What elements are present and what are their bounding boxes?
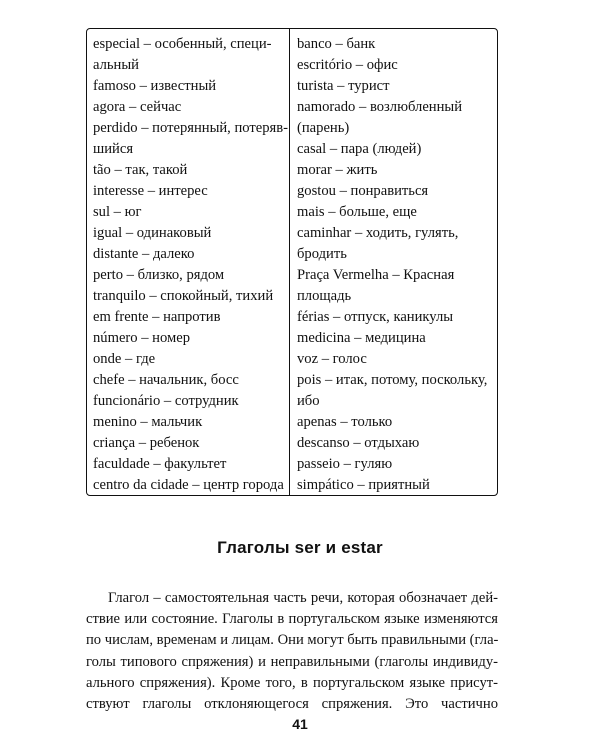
vocab-line: ибо bbox=[297, 393, 320, 409]
vocab-line: gostou – понравиться bbox=[297, 183, 429, 199]
vocab-line: especial – особенный, специ- bbox=[93, 36, 272, 52]
paragraph-line: ствие или состояние. Глаголы в португальском языке изменяются bbox=[86, 611, 498, 628]
vocab-line: igual – одинаковый bbox=[93, 225, 212, 241]
vocabulary-column-right bbox=[290, 29, 497, 495]
vocab-line: agora – сейчас bbox=[93, 99, 182, 115]
vocab-line: banco – банк bbox=[297, 36, 376, 52]
vocab-line: voz – голос bbox=[297, 351, 367, 367]
vocab-line: medicina – медицина bbox=[297, 330, 426, 346]
vocab-line: chefe – начальник, босс bbox=[93, 372, 239, 388]
vocab-line: шийся bbox=[93, 141, 134, 157]
vocab-line: namorado – возлюбленный bbox=[297, 99, 463, 115]
vocab-line: caminhar – ходить, гулять, bbox=[297, 225, 459, 241]
vocabulary-column-left bbox=[87, 29, 290, 495]
vocab-line: menino – мальчик bbox=[93, 414, 203, 430]
vocab-line: morar – жить bbox=[297, 162, 378, 178]
vocab-line: площадь bbox=[297, 288, 352, 304]
vocab-line: faculdade – факультет bbox=[93, 456, 227, 472]
vocab-line: mais – больше, еще bbox=[297, 204, 417, 220]
vocab-line: tão – так, такой bbox=[93, 162, 188, 178]
vocab-line: simpático – приятный bbox=[297, 477, 430, 493]
vocab-line: onde – где bbox=[93, 351, 156, 367]
paragraph-line: ствуют глаголы отклоняющегося спряжения. Это частично bbox=[86, 696, 498, 713]
vocab-line: férias – отпуск, каникулы bbox=[297, 309, 454, 325]
vocab-line: distante – далеко bbox=[93, 246, 195, 262]
vocab-line: descanso – отдыхаю bbox=[297, 435, 420, 451]
vocab-line: Praça Vermelha – Красная bbox=[297, 267, 455, 283]
paragraph-line: по числам, временам и лицам. Они могут быть правильными (гла- bbox=[86, 632, 499, 649]
vocab-line: альный bbox=[93, 57, 139, 73]
vocab-line: escritório – офис bbox=[297, 57, 398, 73]
vocab-line: centro da cidade – центр города bbox=[93, 477, 284, 493]
body-paragraph bbox=[86, 588, 498, 715]
vocab-line: perdido – потерянный, потеряв- bbox=[93, 120, 289, 136]
vocab-line: tranquilo – спокойный, тихий bbox=[93, 288, 274, 304]
vocab-line: funcionário – сотрудник bbox=[93, 393, 239, 409]
paragraph-line: голы типового спряжения) и неправильными (глаголы индивиду- bbox=[86, 653, 498, 670]
vocab-line: interesse – интерес bbox=[93, 183, 208, 199]
section-title: Глаголы ser и estar bbox=[217, 538, 383, 557]
vocab-line: (парень) bbox=[297, 120, 350, 136]
vocab-line: criança – ребенок bbox=[93, 435, 200, 451]
vocab-line: casal – пара (людей) bbox=[297, 141, 422, 157]
vocab-line: passeio – гуляю bbox=[297, 456, 393, 472]
vocab-line: famoso – известный bbox=[93, 78, 217, 94]
vocab-line: turista – турист bbox=[297, 78, 390, 94]
paragraph-line: ального спряжения). Кроме того, в португальском языке присут- bbox=[86, 674, 498, 691]
vocab-line: apenas – только bbox=[297, 414, 393, 430]
vocabulary-table bbox=[86, 28, 498, 496]
vocab-line: perto – близко, рядом bbox=[93, 267, 225, 283]
vocab-line: sul – юг bbox=[93, 204, 142, 220]
paragraph-line: Глагол – самостоятельная часть речи, которая обозначает дей- bbox=[108, 590, 498, 606]
page-number: 41 bbox=[292, 716, 308, 732]
vocab-line: em frente – напротив bbox=[93, 309, 221, 325]
vocab-line: pois – итак, потому, поскольку, bbox=[297, 372, 488, 388]
vocab-line: бродить bbox=[297, 246, 347, 262]
vocab-line: número – номер bbox=[93, 330, 191, 346]
